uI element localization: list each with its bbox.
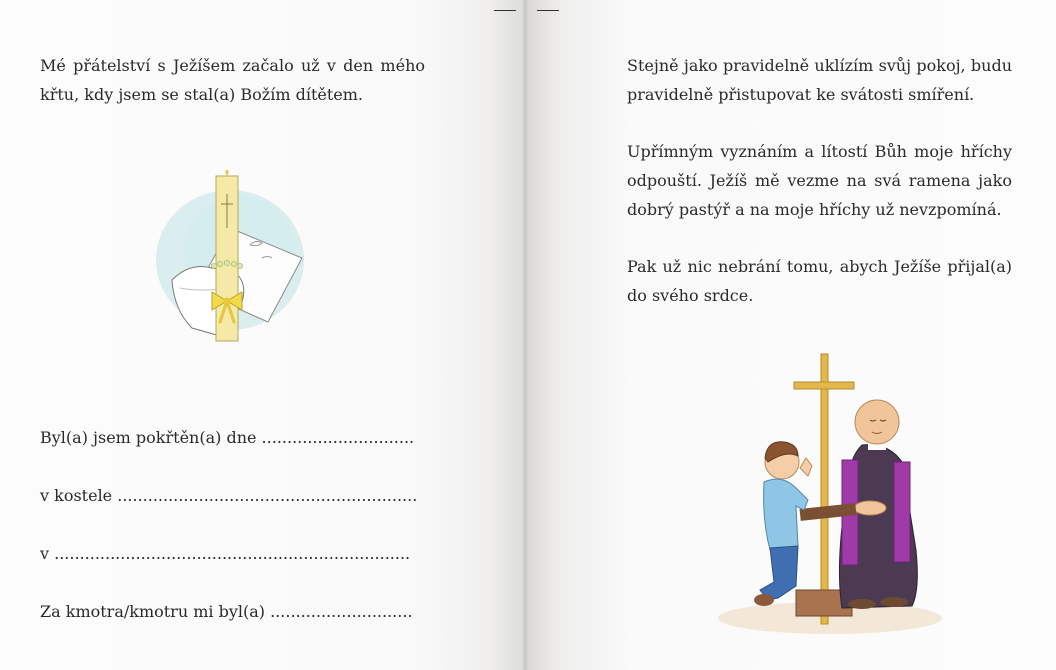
right-page: [527, 0, 1056, 670]
page-top-mark: [494, 10, 516, 11]
left-intro-paragraph: Mé přátelství s Ježíšem začalo už v den mého křtu, kdy jsem se stal(a) Božím dítětem.: [40, 56, 425, 104]
right-paragraph-2: Upřímným vyznáním a lítostí Bůh moje hříchy odpouští. Ježíš mě vezme na svá ramena jako dobrý pastýř a na moje hříchy už nevzpomíná.: [627, 142, 1012, 219]
baptism-church-line: v kostele ...........................................................: [40, 486, 418, 505]
confession-priest-and-child-icon: [712, 350, 942, 640]
baptism-candle-and-gown-icon: [150, 170, 315, 355]
left-page: [0, 0, 525, 670]
right-paragraph-3: Pak už nic nebrání tomu, abych Ježíše přijal(a) do svého srdce.: [627, 257, 1012, 305]
right-paragraph-1: Stejně jako pravidelně uklízím svůj pokoj, budu pravidelně přistupovat ke svátosti smíření.: [627, 56, 1012, 104]
godparent-line: Za kmotra/kmotru mi byl(a) ............................: [40, 602, 413, 621]
baptism-date-line: Byl(a) jsem pokřtěn(a) dne ..............................: [40, 428, 415, 447]
baptism-place-line: v ......................................................................: [40, 544, 411, 563]
page-top-mark: [537, 10, 559, 11]
